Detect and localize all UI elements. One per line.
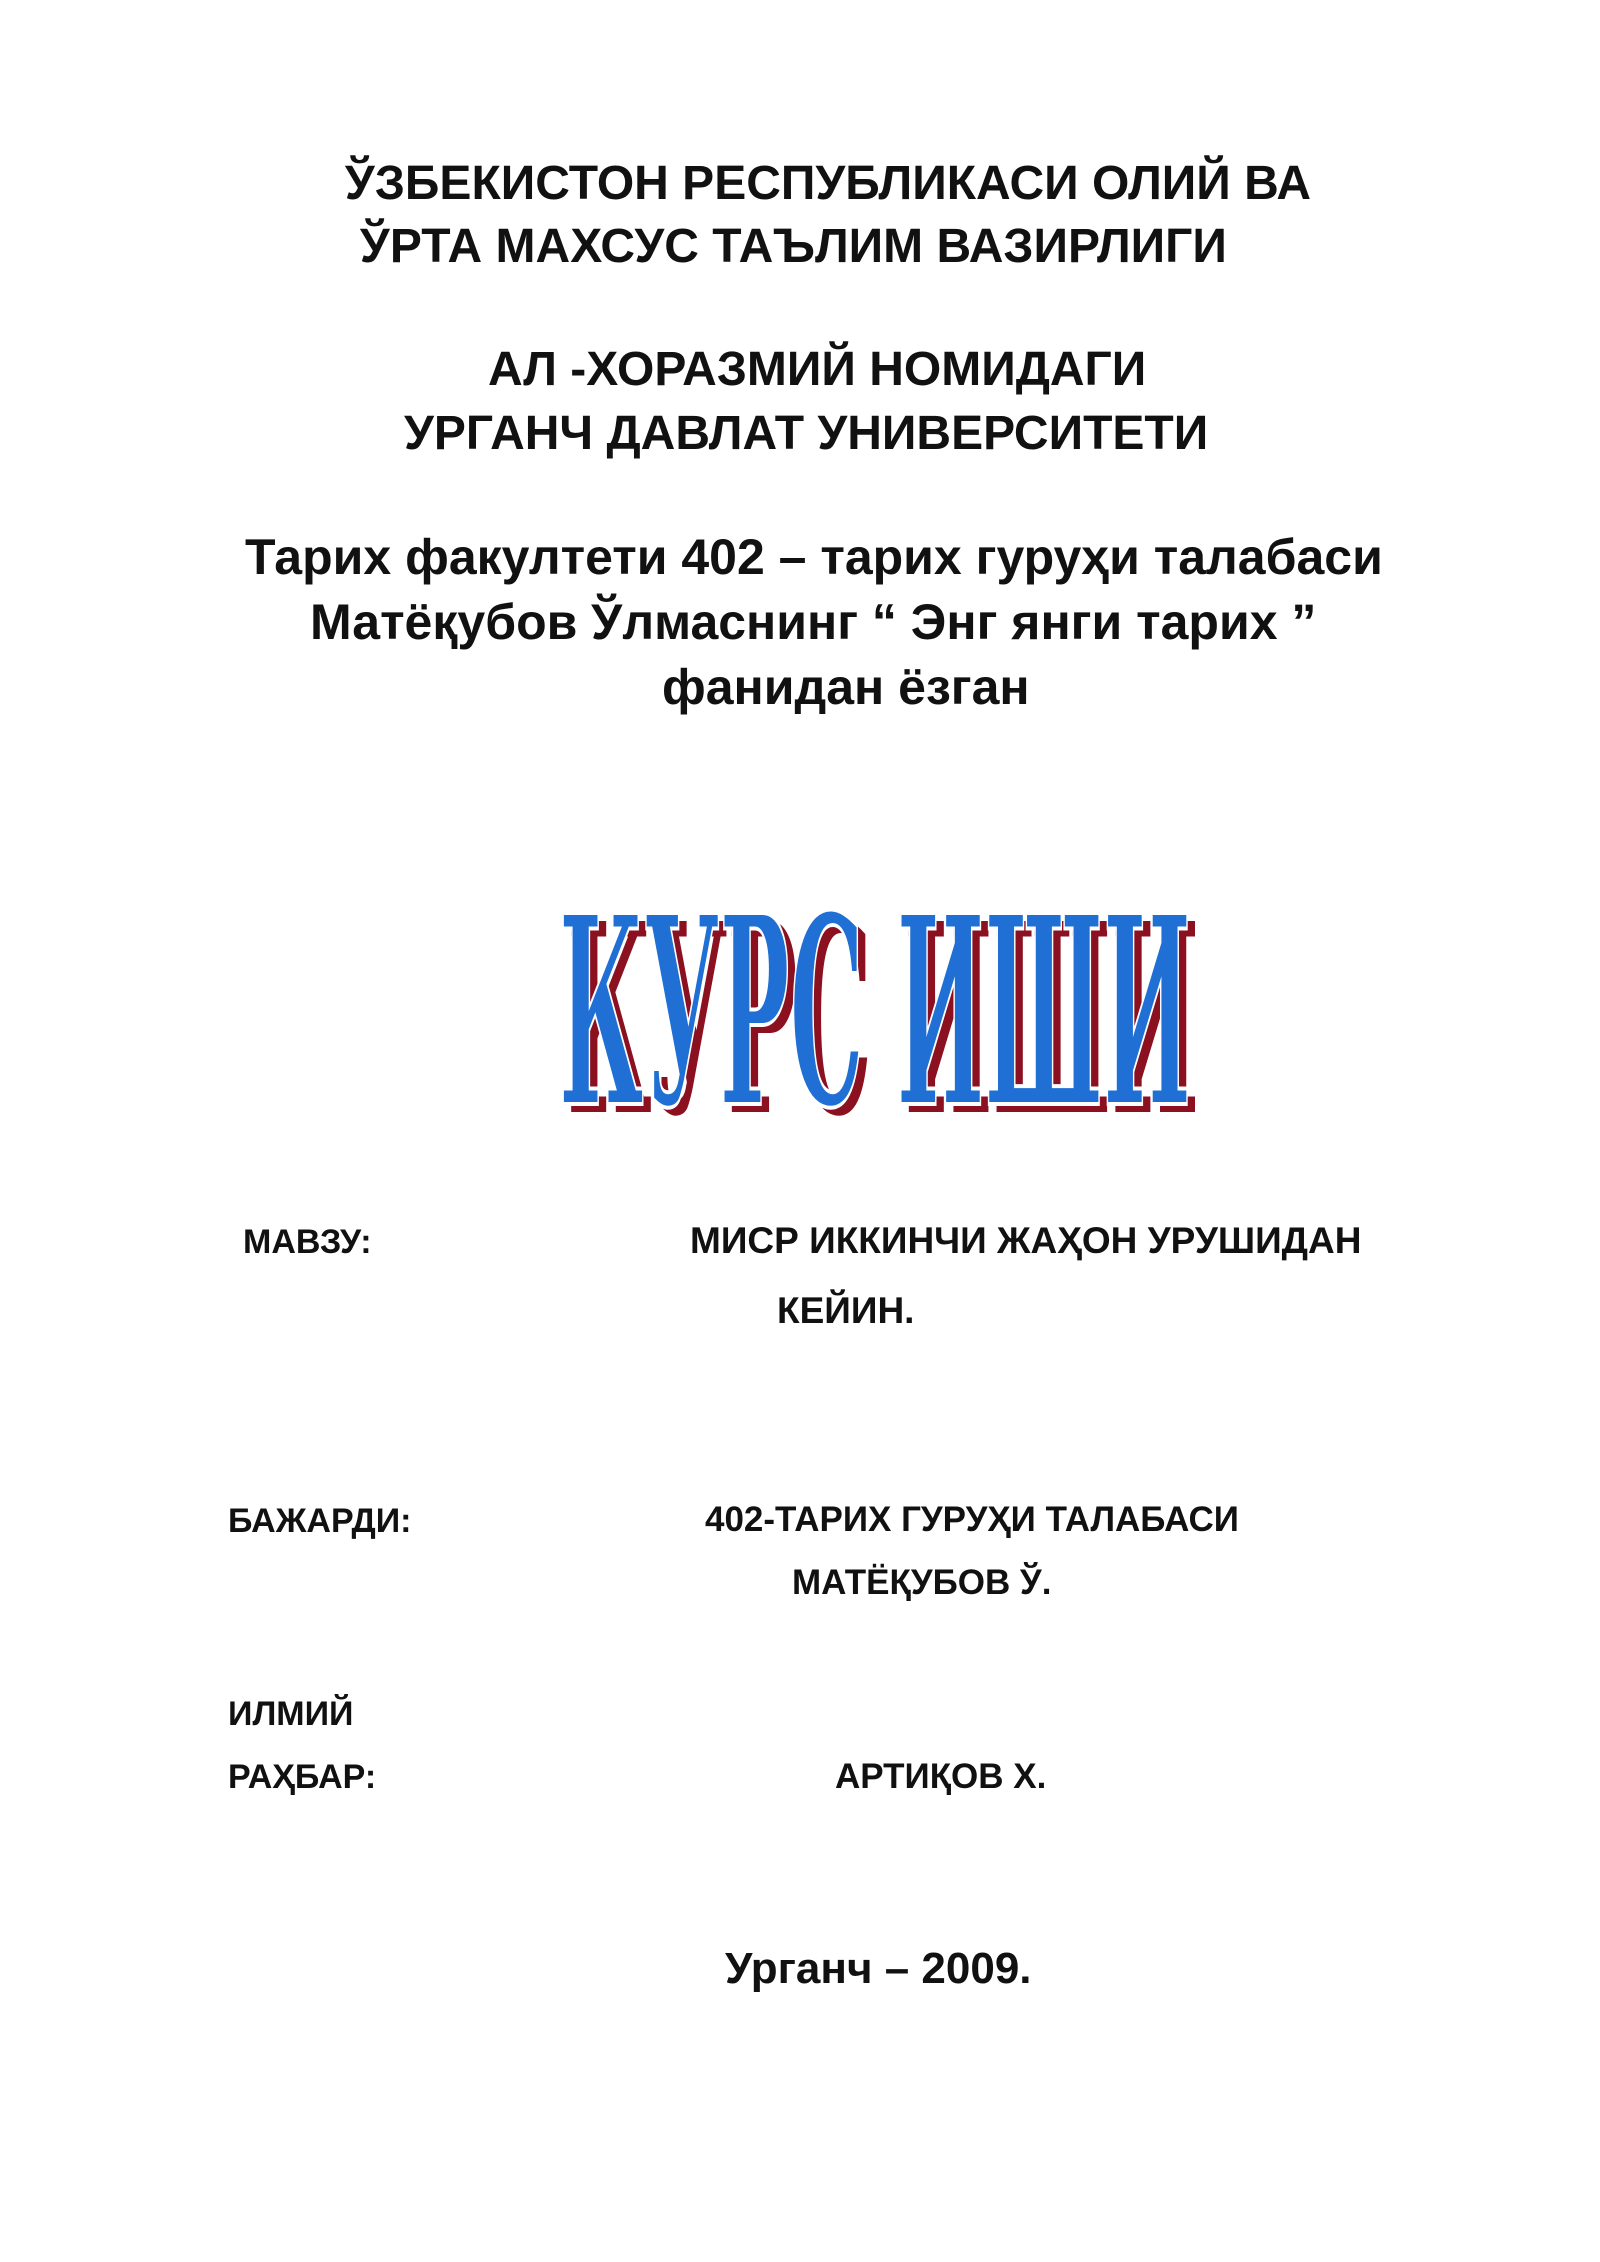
intro-line-1: Тарих факултети 402 – тарих гуруҳи талабаси (245, 529, 1383, 585)
place-year: Урганч – 2009. (725, 1944, 1032, 1993)
performer-label: БАЖАРДИ: (228, 1502, 412, 1540)
ministry-line-1: ЎЗБЕКИСТОН РЕСПУБЛИКАСИ ОЛИЙ ВА (345, 157, 1312, 210)
title-svg (355, 880, 1395, 1120)
university-line-2: УРГАНЧ ДАВЛАТ УНИВЕРСИТЕТИ (404, 407, 1209, 460)
document-title-wordart (355, 880, 1395, 1120)
topic-line-1: МИСР ИККИНЧИ ЖАҲОН УРУШИДАН (690, 1220, 1362, 1261)
title-main-text: КУРС ИШИ (558, 880, 1192, 1120)
supervisor-name: АРТИҚОВ Х. (835, 1757, 1047, 1796)
performer-line-2: МАТЁҚУБОВ Ў. (792, 1563, 1052, 1602)
ministry-line-2: ЎРТА МАХСУС ТАЪЛИМ ВАЗИРЛИГИ (360, 220, 1227, 273)
intro-line-2: Матёқубов Ўлмаснинг “ Энг янги тарих ” (310, 594, 1317, 650)
intro-line-3: фанидан ёзган (662, 659, 1030, 715)
title-shadow-text: КУРС ИШИ (566, 880, 1200, 1120)
university-line-1: АЛ -ХОРАЗМИЙ НОМИДАГИ (488, 343, 1147, 396)
topic-line-2: КЕЙИН. (777, 1290, 915, 1331)
supervisor-label-line-1: ИЛМИЙ (228, 1695, 354, 1733)
topic-label: МАВЗУ: (243, 1223, 372, 1261)
performer-line-1: 402-ТАРИХ ГУРУҲИ ТАЛАБАСИ (705, 1500, 1239, 1539)
supervisor-label-line-2: РАҲБАР: (228, 1758, 377, 1796)
